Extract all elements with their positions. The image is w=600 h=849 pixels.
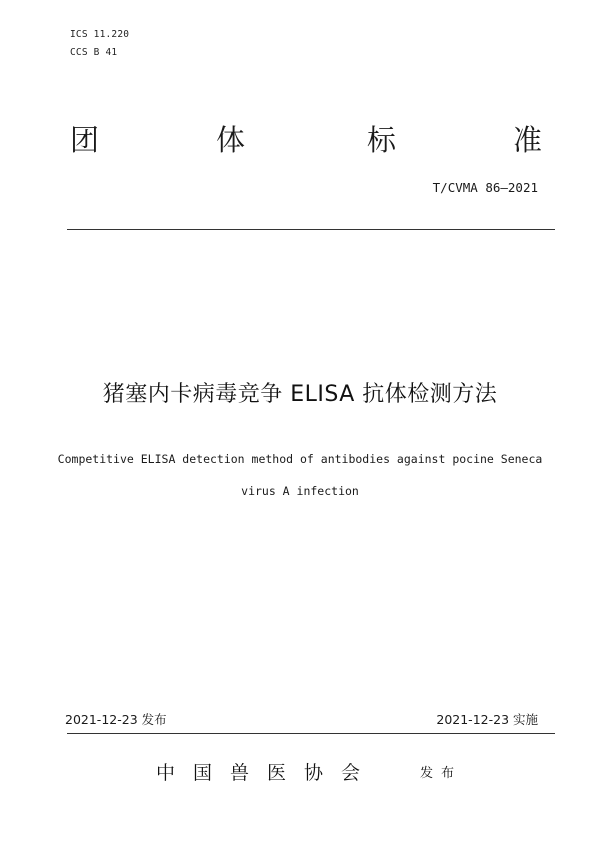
standard-type-char: 准: [513, 123, 543, 157]
document-title-chinese: 猪塞内卡病毒竞争 ELISA 抗体检测方法: [102, 382, 498, 407]
publisher-action: 发布: [420, 766, 463, 781]
ccs-code: CCS B 41: [70, 47, 118, 58]
ics-code: ICS 11.220: [70, 29, 130, 40]
standard-type-char: 团: [70, 123, 100, 157]
publisher-line: [0, 760, 600, 790]
issue-date: 2021-12-23 发布: [65, 712, 167, 727]
publisher-name: 中国兽医协会: [156, 762, 379, 784]
standard-type-heading: [0, 122, 600, 162]
document-title-english-line2: virus A infection: [241, 484, 359, 498]
document-title-english-line1: Competitive ELISA detection method of antibodies against pocine Seneca: [57, 452, 543, 466]
standard-type-char: 体: [216, 123, 246, 157]
standard-number: T/CVMA 86—2021: [432, 180, 538, 195]
bottom-divider: [67, 733, 555, 734]
top-divider: [67, 229, 555, 230]
standard-type-char: 标: [367, 123, 397, 157]
implementation-date: 2021-12-23 实施: [436, 712, 538, 727]
